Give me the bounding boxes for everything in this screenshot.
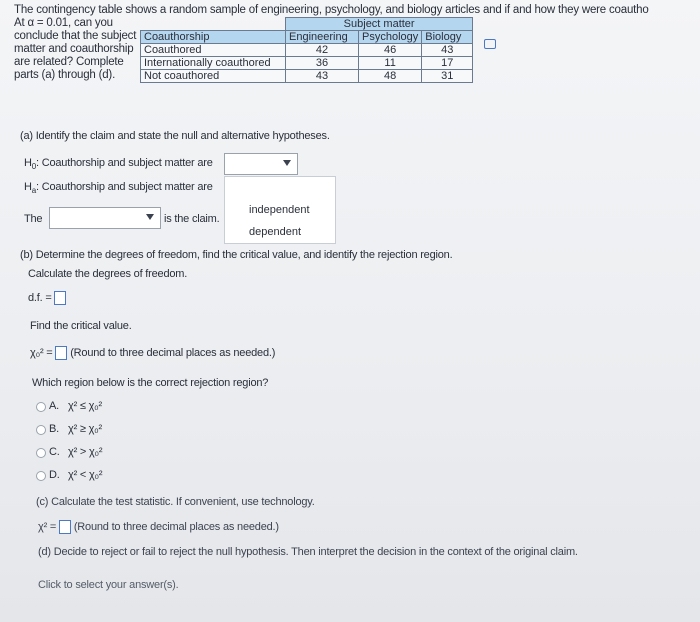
contingency-table bbox=[140, 17, 473, 83]
option-letter: D. bbox=[49, 469, 60, 481]
problem-line: are related? Complete bbox=[14, 56, 124, 68]
h0-symbol: H bbox=[24, 157, 32, 169]
claim-dropdown[interactable] bbox=[49, 207, 161, 229]
problem-line: matter and coauthorship bbox=[14, 43, 134, 55]
table-cell: 36 bbox=[286, 57, 359, 70]
chevron-down-icon bbox=[146, 214, 154, 220]
region-prompt: Which region below is the correct rejection region? bbox=[32, 377, 269, 389]
footer-hint: Click to select your answer(s). bbox=[38, 579, 179, 591]
table-cell: 43 bbox=[286, 70, 359, 83]
option-letter: C. bbox=[49, 446, 60, 458]
problem-line: parts (a) through (d). bbox=[14, 69, 116, 81]
chevron-down-icon bbox=[283, 160, 291, 166]
row-label: Coauthored bbox=[141, 44, 286, 57]
df-prompt: Calculate the degrees of freedom. bbox=[28, 268, 188, 280]
part-a-title: (a) Identify the claim and state the null and alternative hypotheses. bbox=[20, 130, 330, 142]
table-cell: 46 bbox=[359, 44, 422, 57]
cv-label: χ₀² = bbox=[30, 346, 53, 359]
alternative-hypothesis bbox=[24, 181, 213, 195]
column-header: Psychology bbox=[359, 31, 422, 44]
option-dependent[interactable]: dependent bbox=[249, 226, 301, 238]
df-label: d.f. = bbox=[28, 291, 52, 304]
cv-prompt: Find the critical value. bbox=[30, 320, 132, 332]
h0-subscript: 0 bbox=[31, 162, 36, 172]
radio-d[interactable] bbox=[36, 471, 46, 481]
table-row bbox=[141, 57, 473, 70]
table-row bbox=[141, 70, 473, 83]
table-cell: 48 bbox=[359, 70, 422, 83]
radio-c[interactable] bbox=[36, 448, 46, 458]
cv-input[interactable] bbox=[55, 346, 67, 360]
part-d-title: (d) Decide to reject or fail to reject the null hypothesis. Then interpret the decision in the context of the original claim. bbox=[38, 546, 578, 558]
radio-b[interactable] bbox=[36, 425, 46, 435]
option-letter: A. bbox=[49, 400, 59, 412]
table-row bbox=[141, 44, 473, 57]
part-b-title: (b) Determine the degrees of freedom, find the critical value, and identify the rejection region. bbox=[20, 249, 453, 261]
problem-line: At α = 0.01, can you bbox=[14, 17, 113, 29]
claim-prefix: The bbox=[24, 213, 43, 225]
popout-icon[interactable] bbox=[484, 39, 496, 49]
claim-suffix: is the claim. bbox=[164, 213, 220, 225]
option-expression: χ² < χ₀² bbox=[68, 469, 103, 481]
dropdown-popup bbox=[224, 176, 336, 244]
table-cell: 11 bbox=[359, 57, 422, 70]
row-label: Not coauthored bbox=[141, 70, 286, 83]
h0-dropdown[interactable] bbox=[224, 153, 298, 175]
problem-statement: The contingency table shows a random sample of engineering, psychology, and biology articles and if and how they were coautho bbox=[14, 4, 649, 16]
subject-matter-header: Subject matter bbox=[286, 18, 473, 31]
problem-line: conclude that the subject bbox=[14, 30, 137, 42]
test-stat-label: χ² = bbox=[38, 520, 57, 533]
table-cell: 43 bbox=[422, 44, 473, 57]
radio-a[interactable] bbox=[36, 402, 46, 412]
coauthorship-header: Coauthorship bbox=[141, 31, 286, 44]
option-letter: B. bbox=[49, 423, 59, 435]
table-cell: 31 bbox=[422, 70, 473, 83]
row-label: Internationally coauthored bbox=[141, 57, 286, 70]
test-stat-input[interactable] bbox=[59, 520, 71, 534]
part-c-title: (c) Calculate the test statistic. If convenient, use technology. bbox=[36, 496, 315, 508]
null-hypothesis bbox=[24, 157, 213, 171]
ha-subscript: a bbox=[31, 186, 36, 196]
table-cell: 42 bbox=[286, 44, 359, 57]
ha-symbol: H bbox=[24, 181, 32, 193]
ha-text: : Coauthorship and subject matter are bbox=[36, 181, 213, 193]
df-input[interactable] bbox=[54, 291, 66, 305]
test-statistic-row bbox=[38, 520, 279, 534]
option-expression: χ² ≥ χ₀² bbox=[68, 423, 102, 435]
option-independent[interactable]: independent bbox=[249, 204, 310, 216]
test-stat-note: (Round to three decimal places as needed.) bbox=[73, 520, 279, 533]
column-header: Engineering bbox=[286, 31, 359, 44]
problem-question bbox=[14, 17, 140, 82]
table-cell: 17 bbox=[422, 57, 473, 70]
cv-row bbox=[30, 346, 275, 360]
cv-note: (Round to three decimal places as needed.) bbox=[70, 346, 276, 359]
h0-text: : Coauthorship and subject matter are bbox=[36, 157, 213, 169]
option-expression: χ² > χ₀² bbox=[68, 446, 103, 458]
option-expression: χ² ≤ χ₀² bbox=[68, 400, 102, 412]
column-header: Biology bbox=[422, 31, 473, 44]
df-row bbox=[28, 291, 66, 305]
